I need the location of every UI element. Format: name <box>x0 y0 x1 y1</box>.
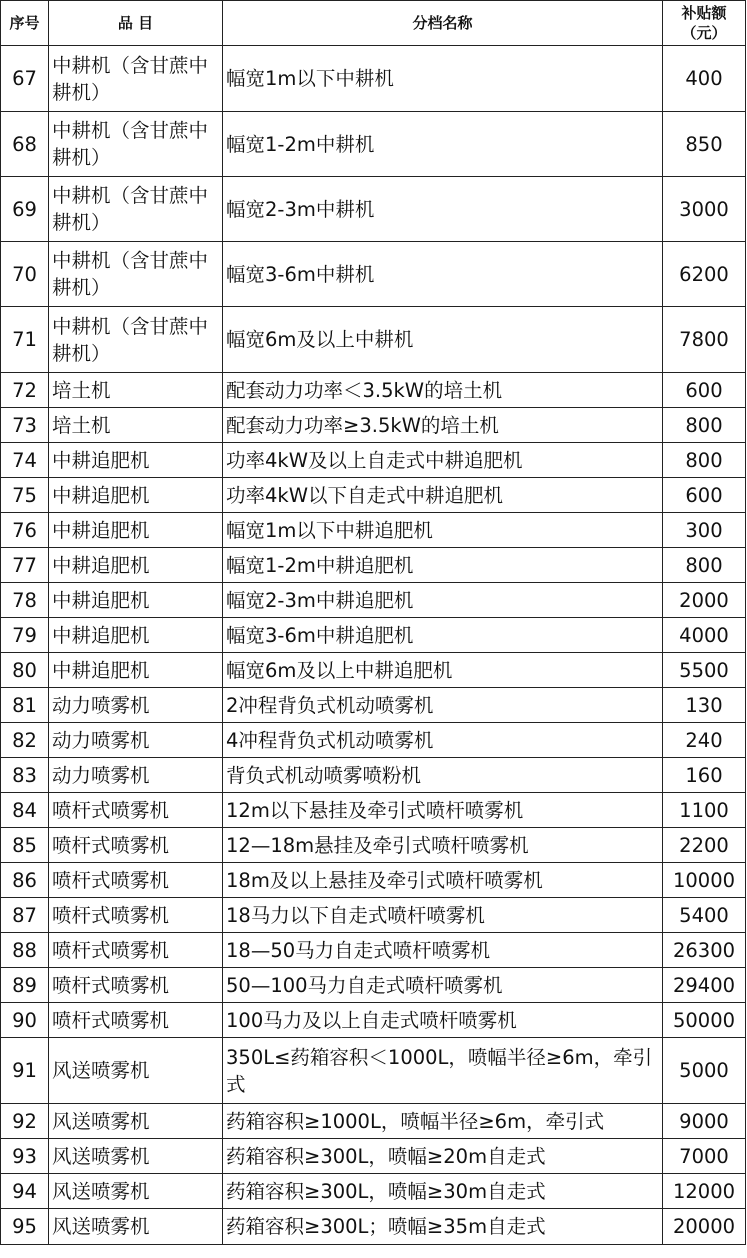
row-amount: 600 <box>663 373 746 408</box>
row-item: 喷杆式喷雾机 <box>49 968 223 1003</box>
row-number: 80 <box>1 653 49 688</box>
row-number: 91 <box>1 1038 49 1104</box>
table-row <box>1 408 746 443</box>
row-amount: 240 <box>663 723 746 758</box>
table-row <box>1 177 746 242</box>
row-spec: 幅宽6m及以上中耕追肥机 <box>223 653 663 688</box>
table-row <box>1 478 746 513</box>
row-spec: 药箱容积≥1000L，喷幅半径≥6m，牵引式 <box>223 1104 663 1139</box>
row-spec: 幅宽1m以下中耕机 <box>223 46 663 112</box>
row-spec: 4冲程背负式机动喷雾机 <box>223 723 663 758</box>
row-item: 喷杆式喷雾机 <box>49 863 223 898</box>
row-item: 中耕追肥机 <box>49 618 223 653</box>
row-item: 中耕追肥机 <box>49 478 223 513</box>
row-amount: 1100 <box>663 793 746 828</box>
row-item: 喷杆式喷雾机 <box>49 898 223 933</box>
row-item: 动力喷雾机 <box>49 688 223 723</box>
row-amount: 20000 <box>663 1209 746 1245</box>
row-number: 77 <box>1 548 49 583</box>
row-spec: 幅宽1m以下中耕追肥机 <box>223 513 663 548</box>
row-spec: 幅宽2-3m中耕追肥机 <box>223 583 663 618</box>
row-spec: 幅宽6m及以上中耕机 <box>223 307 663 373</box>
row-number: 78 <box>1 583 49 618</box>
table-row <box>1 1174 746 1209</box>
row-item: 中耕机（含甘蔗中耕机） <box>49 307 223 373</box>
row-amount: 26300 <box>663 933 746 968</box>
row-spec: 18马力以下自走式喷杆喷雾机 <box>223 898 663 933</box>
row-item: 中耕机（含甘蔗中耕机） <box>49 242 223 307</box>
row-item: 喷杆式喷雾机 <box>49 933 223 968</box>
row-spec: 350L≤药箱容积＜1000L，喷幅半径≥6m，牵引式 <box>223 1038 663 1104</box>
row-item: 喷杆式喷雾机 <box>49 828 223 863</box>
row-amount: 400 <box>663 46 746 112</box>
row-spec: 药箱容积≥300L，喷幅≥30m自走式 <box>223 1174 663 1209</box>
row-number: 90 <box>1 1003 49 1038</box>
table-header <box>1 1 746 46</box>
row-number: 68 <box>1 112 49 177</box>
row-number: 83 <box>1 758 49 793</box>
row-amount: 12000 <box>663 1174 746 1209</box>
row-amount: 130 <box>663 688 746 723</box>
row-spec: 配套动力功率＜3.5kW的培土机 <box>223 373 663 408</box>
row-spec: 2冲程背负式机动喷雾机 <box>223 688 663 723</box>
row-item: 培土机 <box>49 408 223 443</box>
header-amount-line2: （元） <box>681 24 727 42</box>
row-amount: 50000 <box>663 1003 746 1038</box>
table-row <box>1 898 746 933</box>
row-item: 动力喷雾机 <box>49 723 223 758</box>
row-number: 76 <box>1 513 49 548</box>
row-amount: 300 <box>663 513 746 548</box>
row-number: 81 <box>1 688 49 723</box>
table-row <box>1 307 746 373</box>
table-row <box>1 548 746 583</box>
row-number: 74 <box>1 443 49 478</box>
row-number: 92 <box>1 1104 49 1139</box>
table-row <box>1 373 746 408</box>
row-item: 喷杆式喷雾机 <box>49 1003 223 1038</box>
header-no: 序号 <box>1 1 49 46</box>
row-amount: 600 <box>663 478 746 513</box>
table-row <box>1 583 746 618</box>
row-amount: 9000 <box>663 1104 746 1139</box>
row-amount: 4000 <box>663 618 746 653</box>
row-amount: 29400 <box>663 968 746 1003</box>
table-row <box>1 793 746 828</box>
row-spec: 12m以下悬挂及牵引式喷杆喷雾机 <box>223 793 663 828</box>
row-number: 75 <box>1 478 49 513</box>
row-spec: 50—100马力自走式喷杆喷雾机 <box>223 968 663 1003</box>
row-spec: 100马力及以上自走式喷杆喷雾机 <box>223 1003 663 1038</box>
table-row <box>1 653 746 688</box>
row-spec: 18—50马力自走式喷杆喷雾机 <box>223 933 663 968</box>
row-spec: 幅宽1-2m中耕机 <box>223 112 663 177</box>
header-spec: 分档名称 <box>223 1 663 46</box>
row-item: 培土机 <box>49 373 223 408</box>
row-amount: 800 <box>663 548 746 583</box>
table-row <box>1 723 746 758</box>
table-row <box>1 112 746 177</box>
table-row <box>1 1038 746 1104</box>
table-row <box>1 242 746 307</box>
header-item: 品 目 <box>49 1 223 46</box>
row-spec: 幅宽2-3m中耕机 <box>223 177 663 242</box>
row-amount: 10000 <box>663 863 746 898</box>
table-row <box>1 688 746 723</box>
row-amount: 2000 <box>663 583 746 618</box>
row-number: 82 <box>1 723 49 758</box>
row-spec: 背负式机动喷雾喷粉机 <box>223 758 663 793</box>
row-number: 89 <box>1 968 49 1003</box>
row-number: 71 <box>1 307 49 373</box>
row-spec: 药箱容积≥300L；喷幅≥35m自走式 <box>223 1209 663 1245</box>
row-spec: 药箱容积≥300L，喷幅≥20m自走式 <box>223 1139 663 1174</box>
row-number: 73 <box>1 408 49 443</box>
row-number: 84 <box>1 793 49 828</box>
header-row <box>1 1 746 46</box>
row-amount: 7800 <box>663 307 746 373</box>
row-number: 67 <box>1 46 49 112</box>
row-number: 94 <box>1 1174 49 1209</box>
row-amount: 5500 <box>663 653 746 688</box>
table-row <box>1 758 746 793</box>
header-amount-line1: 补贴额 <box>681 4 727 22</box>
row-amount: 800 <box>663 408 746 443</box>
row-amount: 2200 <box>663 828 746 863</box>
row-number: 69 <box>1 177 49 242</box>
row-item: 动力喷雾机 <box>49 758 223 793</box>
table-row <box>1 513 746 548</box>
row-number: 93 <box>1 1139 49 1174</box>
row-item: 中耕机（含甘蔗中耕机） <box>49 112 223 177</box>
table-row <box>1 968 746 1003</box>
table-row <box>1 618 746 653</box>
table-row <box>1 863 746 898</box>
row-amount: 800 <box>663 443 746 478</box>
row-spec: 功率4kW及以上自走式中耕追肥机 <box>223 443 663 478</box>
row-number: 79 <box>1 618 49 653</box>
table-row <box>1 933 746 968</box>
row-amount: 160 <box>663 758 746 793</box>
table-body <box>1 46 746 1245</box>
row-item: 中耕机（含甘蔗中耕机） <box>49 177 223 242</box>
table-row <box>1 1003 746 1038</box>
row-spec: 18m及以上悬挂及牵引式喷杆喷雾机 <box>223 863 663 898</box>
row-number: 72 <box>1 373 49 408</box>
table-row <box>1 1139 746 1174</box>
row-amount: 5400 <box>663 898 746 933</box>
row-item: 中耕追肥机 <box>49 583 223 618</box>
row-item: 中耕追肥机 <box>49 443 223 478</box>
row-amount: 6200 <box>663 242 746 307</box>
table-row <box>1 828 746 863</box>
row-number: 87 <box>1 898 49 933</box>
row-item: 风送喷雾机 <box>49 1209 223 1245</box>
row-number: 86 <box>1 863 49 898</box>
row-item: 风送喷雾机 <box>49 1038 223 1104</box>
row-spec: 幅宽3-6m中耕追肥机 <box>223 618 663 653</box>
table-row <box>1 1209 746 1245</box>
row-item: 风送喷雾机 <box>49 1139 223 1174</box>
table-row <box>1 1104 746 1139</box>
table-row <box>1 46 746 112</box>
row-item: 中耕追肥机 <box>49 548 223 583</box>
row-item: 喷杆式喷雾机 <box>49 793 223 828</box>
row-spec: 幅宽1-2m中耕追肥机 <box>223 548 663 583</box>
row-item: 中耕追肥机 <box>49 513 223 548</box>
row-number: 85 <box>1 828 49 863</box>
row-item: 风送喷雾机 <box>49 1104 223 1139</box>
row-number: 70 <box>1 242 49 307</box>
row-amount: 3000 <box>663 177 746 242</box>
row-amount: 7000 <box>663 1139 746 1174</box>
row-spec: 配套动力功率≥3.5kW的培土机 <box>223 408 663 443</box>
row-number: 95 <box>1 1209 49 1245</box>
row-amount: 850 <box>663 112 746 177</box>
row-item: 中耕机（含甘蔗中耕机） <box>49 46 223 112</box>
row-item: 中耕追肥机 <box>49 653 223 688</box>
row-number: 88 <box>1 933 49 968</box>
row-amount: 5000 <box>663 1038 746 1104</box>
header-amount <box>663 1 746 46</box>
row-spec: 幅宽3-6m中耕机 <box>223 242 663 307</box>
row-item: 风送喷雾机 <box>49 1174 223 1209</box>
row-spec: 12—18m悬挂及牵引式喷杆喷雾机 <box>223 828 663 863</box>
table-row <box>1 443 746 478</box>
row-spec: 功率4kW以下自走式中耕追肥机 <box>223 478 663 513</box>
